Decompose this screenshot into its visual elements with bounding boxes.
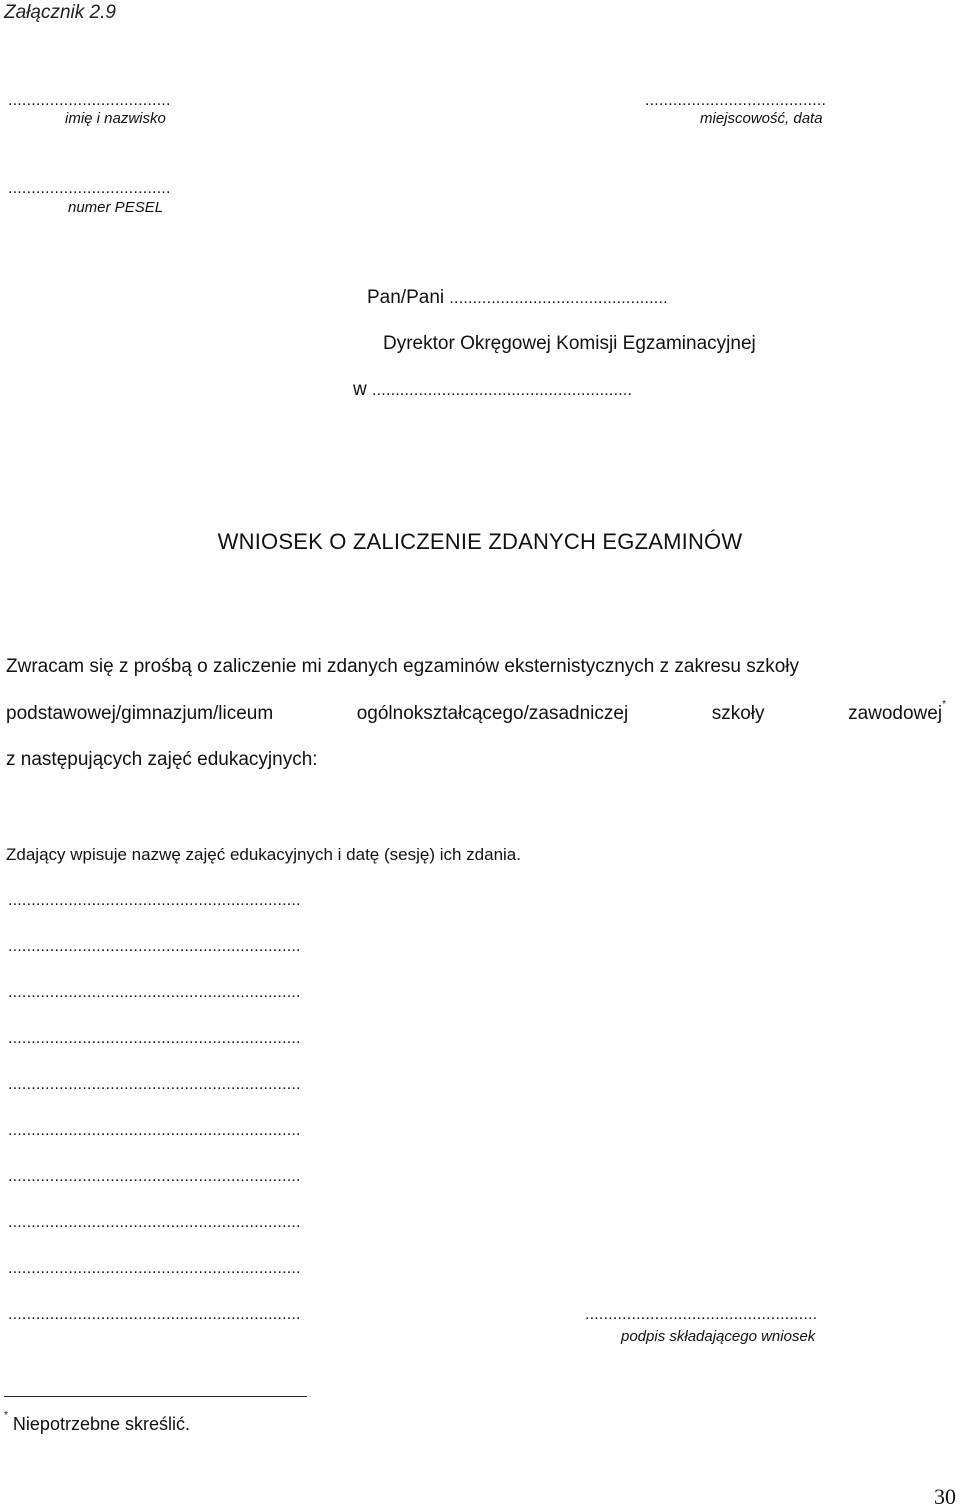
- entry-line[interactable]: ...............................................................: [8, 938, 301, 955]
- school-type-word-2[interactable]: ogólnokształcącego/zasadniczej: [356, 703, 629, 724]
- signature-label: podpis składającego wniosek: [621, 1328, 816, 1345]
- addressee-city-prefix: w: [353, 379, 367, 400]
- school-type-word-1[interactable]: podstawowej/gimnazjum/liceum: [6, 703, 274, 724]
- name-label: imię i nazwisko: [65, 110, 166, 127]
- pesel-dots-field[interactable]: ...................................: [8, 180, 171, 197]
- footnote-divider: [4, 1396, 307, 1397]
- attachment-label: Załącznik 2.9: [4, 2, 116, 23]
- entry-line[interactable]: ...............................................................: [8, 1168, 301, 1185]
- addressee-prefix: Pan/Pani: [367, 287, 445, 308]
- footnote-marker: *: [4, 1410, 8, 1421]
- entry-line[interactable]: ...............................................................: [8, 984, 301, 1001]
- addressee-line3: [353, 379, 632, 401]
- document-title: WNIOSEK O ZALICZENIE ZDANYCH EGZAMINÓW: [217, 529, 743, 554]
- entry-line[interactable]: ...............................................................: [8, 1076, 301, 1093]
- paragraph-line2: [6, 699, 946, 725]
- footnote: [4, 1410, 190, 1435]
- addressee-line1: [367, 287, 668, 309]
- school-type-word-4-wrap: [848, 699, 946, 725]
- signature-dots-field[interactable]: ..................................................: [585, 1306, 818, 1323]
- place-date-label: miejscowość, data: [700, 110, 823, 127]
- pesel-label: numer PESEL: [68, 199, 164, 216]
- addressee-line2: Dyrektor Okręgowej Komisji Egzaminacyjnej: [383, 333, 756, 354]
- school-type-word-3: szkoły: [711, 703, 765, 724]
- paragraph-line3: z następujących zajęć edukacyjnych:: [6, 749, 318, 770]
- place-date-dots-field[interactable]: .......................................: [645, 92, 827, 109]
- entry-line[interactable]: ...............................................................: [8, 1214, 301, 1231]
- entry-line[interactable]: ...............................................................: [8, 892, 301, 909]
- addressee-name-dots-field[interactable]: ...............................................: [449, 290, 668, 307]
- entry-line[interactable]: ...............................................................: [8, 1122, 301, 1139]
- school-type-word-4[interactable]: zawodowej: [848, 703, 943, 724]
- entry-line[interactable]: ...............................................................: [8, 1030, 301, 1047]
- entry-line[interactable]: ...............................................................: [8, 1306, 301, 1323]
- footnote-marker-ref: *: [942, 699, 946, 710]
- paragraph-line1: Zwracam się z prośbą o zaliczenie mi zdanych egzaminów eksternistycznych z zakresu szkoły: [6, 656, 800, 677]
- name-dots-field[interactable]: ...................................: [8, 92, 171, 109]
- addressee-city-dots-field[interactable]: ........................................................: [372, 382, 633, 399]
- entry-line[interactable]: ...............................................................: [8, 1260, 301, 1277]
- page-number: 30: [934, 1484, 956, 1509]
- footnote-text: Niepotrzebne skreślić.: [12, 1414, 190, 1434]
- instruction-text: Zdający wpisuje nazwę zajęć edukacyjnych i datę (sesję) ich zdania.: [6, 845, 521, 864]
